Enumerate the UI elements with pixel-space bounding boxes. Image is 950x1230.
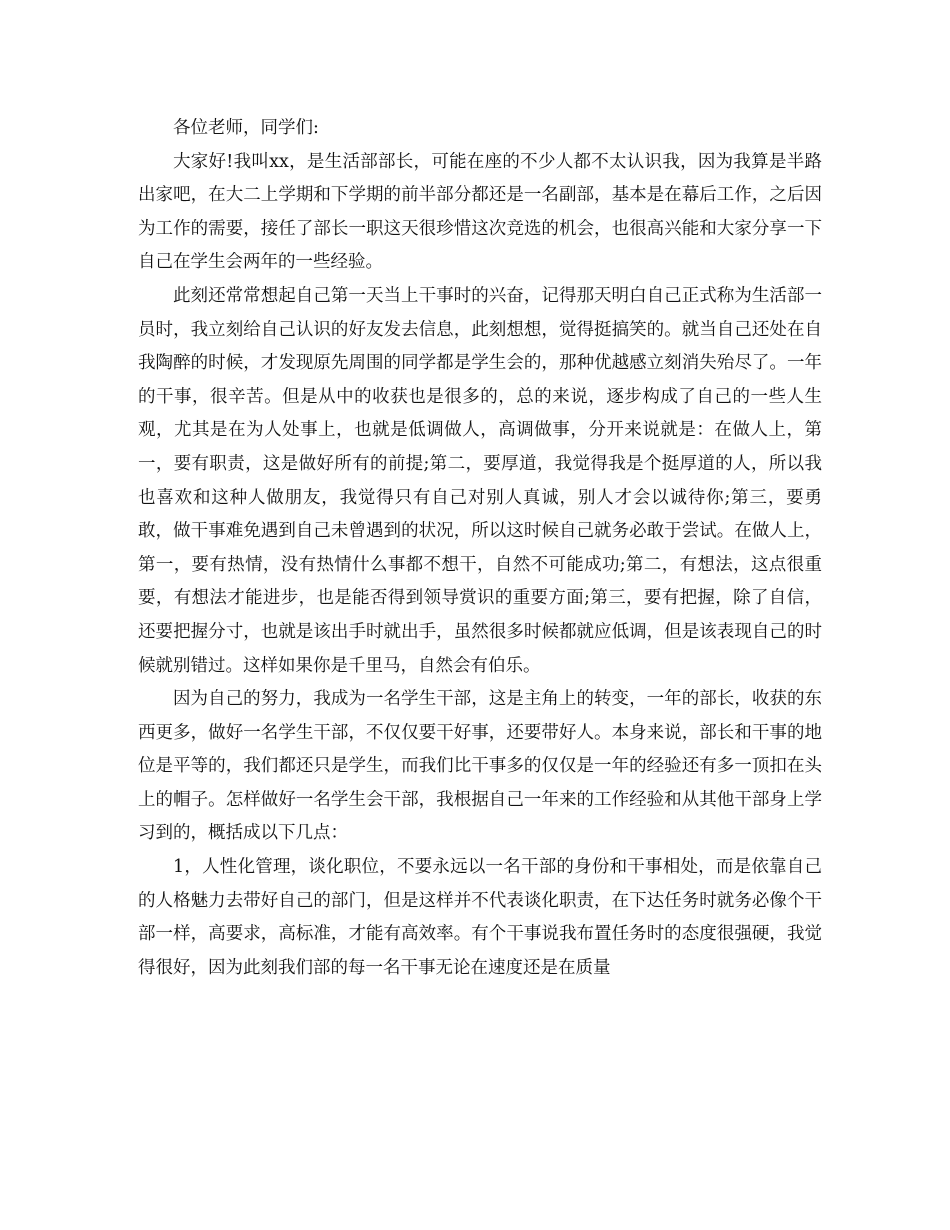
paragraph-2: 此刻还常常想起自己第一天当上干事时的兴奋，记得那天明白自己正式称为生活部一员时，我立刻给自己认识的好友发去信息，此刻想想，觉得挺搞笑的。就当自己还处在自我陶醉的时候，才发现原先周围的同学都是学生会的，那种优越感立刻消失殆尽了。一年的干事，很辛苦。但是从中的收获也是很多的，总的来说，逐步构成了自己的一些人生观，尤其是在为人处事上，也就是低调做人，高调做事，分开来说就是：在做人上，第一，要有职责，这是做好所有的前提;第二，要厚道，我觉得我是个挺厚道的人，所以我也喜欢和这种人做朋友，我觉得只有自己对别人真诚，别人才会以诚待你;第三，要勇敢，做干事难免遇到自己未曾遇到的状况，所以这时候自己就务必敢于尝试。在做人上，第一，要有热情，没有热情什么事都不想干，自然不可能成功;第二，有想法，这点很重要，有想法才能进步，也是能否得到领导赏识的重要方面;第三，要有把握，除了自信，还要把握分寸，也就是该出手时就出手，虽然很多时候都就应低调，但是该表现自己的时候就别错过。这样如果你是千里马，自然会有伯乐。 — [138, 285, 822, 676]
paragraph-4: 1，人性化管理，谈化职位，不要永远以一名干部的身份和干事相处，而是依靠自己的人格魅力去带好自己的部门，但是这样并不代表谈化职责，在下达任务时就务必像个干部一样，高要求，高标准，才能有高效率。有个干事说我布置任务时的态度很强硬，我觉得很好，因为此刻我们部的每一名干事无论在速度还是在质量 — [138, 857, 822, 978]
document-body — [138, 112, 822, 985]
paragraph-3: 因为自己的努力，我成为一名学生干部，这是主角上的转变，一年的部长，收获的东西更多，做好一名学生干部，不仅仅要干好事，还要带好人。本身来说，部长和干事的地位是平等的，我们都还只是学生，而我们比干事多的仅仅是一年的经验还有多一顶扣在头上的帽子。怎样做好一名学生会干部，我根据自己一年来的工作经验和从其他干部身上学习到的，概括成以下几点： — [138, 689, 822, 844]
paragraph-1: 大家好!我叫xx，是生活部部长，可能在座的不少人都不太认识我，因为我算是半路出家吧，在大二上学期和下学期的前半部分都还是一名副部，基本是在幕后工作，之后因为工作的需要，接任了部长一职这天很珍惜这次竞选的机会，也很高兴能和大家分享一下自己在学生会两年的一些经验。 — [138, 151, 822, 273]
salutation: 各位老师，同学们: — [173, 118, 319, 138]
